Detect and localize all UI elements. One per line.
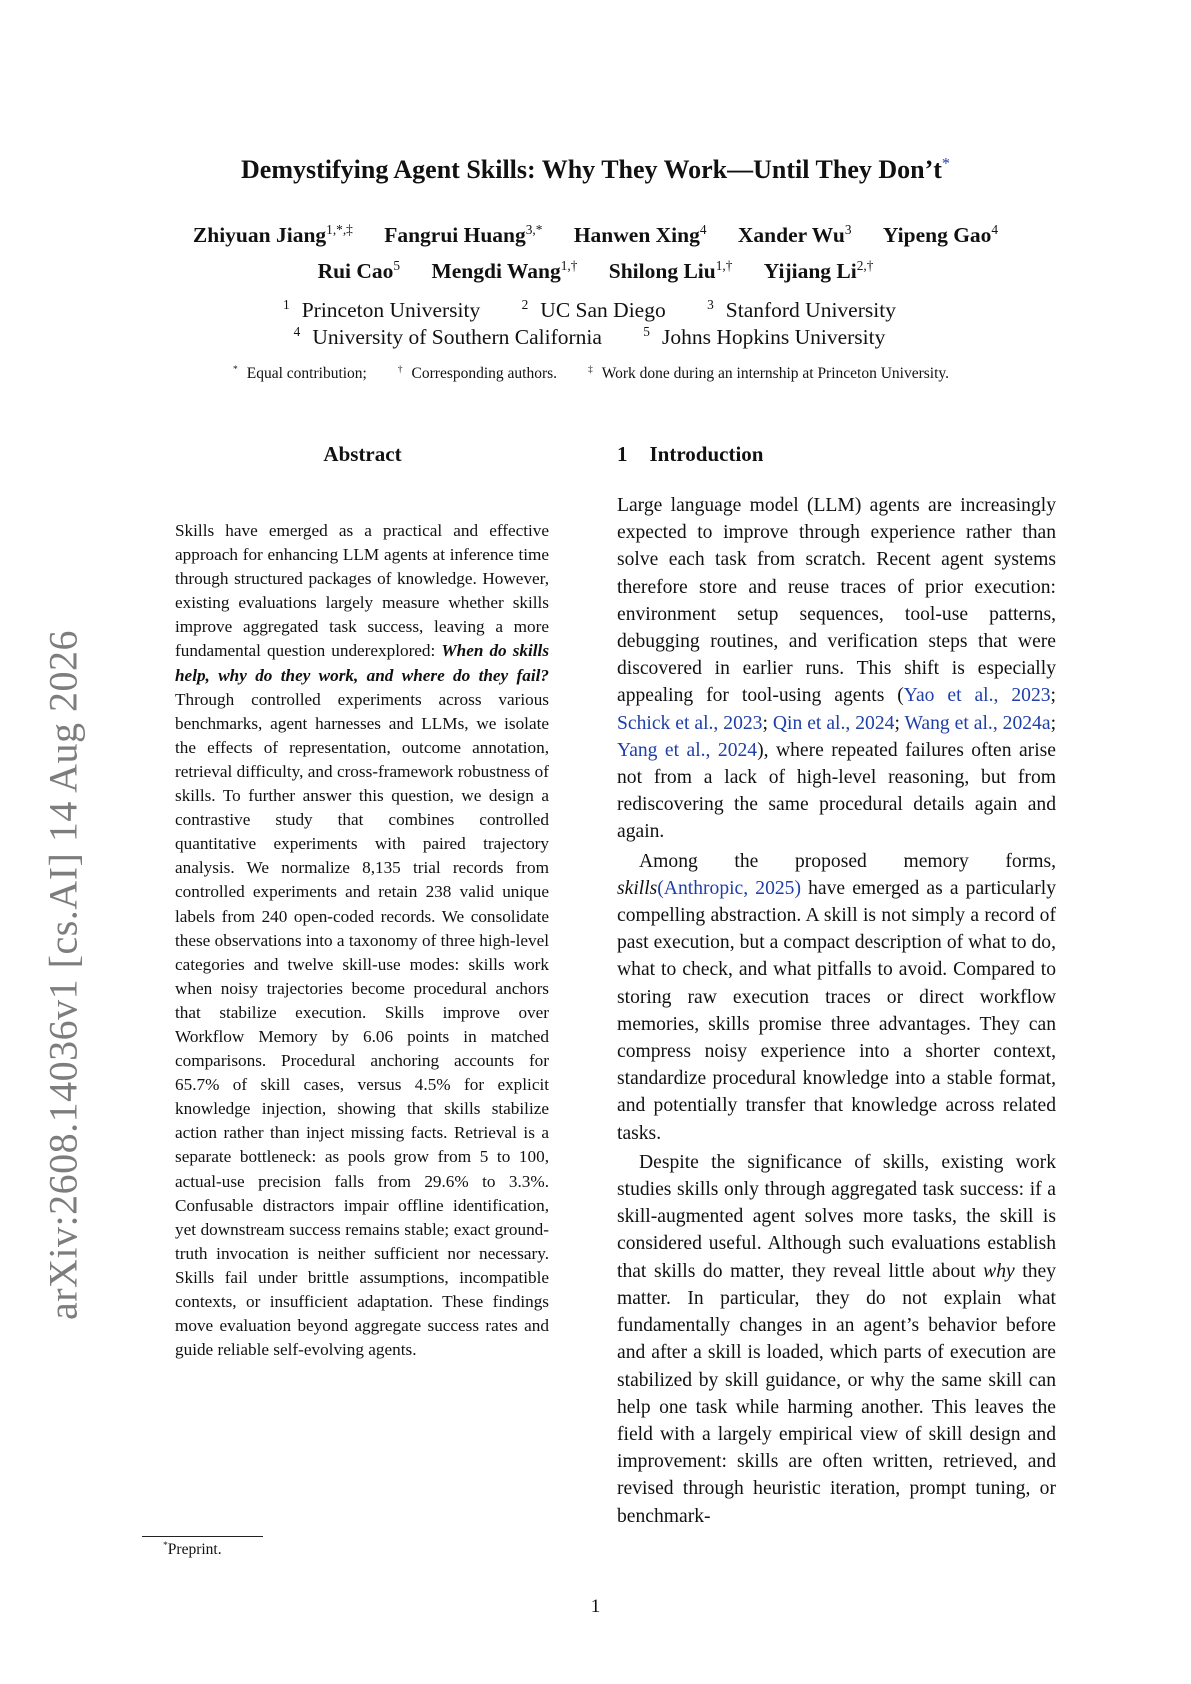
introduction-body <box>617 492 1056 1530</box>
citation-link[interactable]: Yang et al., 2024 <box>617 739 758 761</box>
author: Zhiyuan Jiang$^{1,*,\ddagger}$ <box>192 222 353 247</box>
title-text: Demystifying Agent Skills: Why They Work—Until They Don’t <box>241 155 942 184</box>
affiliation: $^3$ Stanford University <box>707 297 896 322</box>
author: Fangrui Huang$^{3,*}$ <box>384 222 543 247</box>
affiliation: $^2$ UC San Diego <box>521 297 666 322</box>
author: Hanwen Xing$^4$ <box>573 222 707 247</box>
footnote: *Preprint. <box>163 1540 222 1558</box>
author: Yijiang $Li^{2,\dagger}$ <box>763 258 874 283</box>
title-footnote-mark[interactable]: * <box>941 155 950 173</box>
intro-paragraph-1: Large language model (LLM) agents are increasingly expected to improve through experience rather than solve each task from scratch. Recent agent systems therefore store and reuse traces of prior execution: environment setup sequences, tool-use patterns, debugging routines, and verification steps that were discovered in earlier runs. This shift is especially appealing for tool-using agents (Yao et al., 2023; Schick et al., 2023; Qin et al., 2024; Wang et al., 2024a; Yang et al., 2024), where repeated failures often arise not from a lack of high-level reasoning, but from rediscovering the same procedural details again and again. <box>617 495 1057 843</box>
affiliation: $^4$ University of Southern California <box>293 324 602 349</box>
author: Rui Cao$^5$ <box>317 258 401 283</box>
abstract-heading: Abstract <box>323 442 402 466</box>
author-note: † Corresponding authors. <box>397 364 558 382</box>
author-list-row-2 <box>0 257 1191 285</box>
abstract-body: Skills have emerged as a practical and effective approach for enhancing LLM agents at inference time through structured packages of knowledge. However, existing evaluations largely measure whether skills improve aggregated task success, leaving a more fundamental question underexplored: When do skills help, why do they work, and where do they fail? Through controlled experiments across various benchmarks, agent harnesses and LLMs, we isolate the effects of representation, outcome annotation, retrieval difficulty, and cross-framework robustness of skills. To further answer this question, we design a contrastive study that combines controlled quantitative experiments with paired trajectory analysis. We normalize 8,135 trial records from controlled experiments and retain 238 valid unique labels from 240 open-coded records. We consolidate these observations into a taxonomy of three high-level categories and twelve skill-use modes: skills work when noisy trajectories become procedural anchors that stabilize execution. Skills improve over Workflow Memory by 6.06 points in matched comparisons. Procedural anchoring accounts for 65.7% of skill cases, versus 4.5% for explicit knowledge injection, showing that skills stabilize action rather than inject missing facts. Retrieval is a separate bottleneck: as pools grow from 5 to 100, actual-use precision falls from 29.6% to 3.3%. Confusable distractors impair offline identification, yet downstream success remains stable; exact ground-truth invocation is neither sufficient nor necessary. Skills fail under brittle assumptions, incompatible contexts, or insufficient adaptation. These findings move evaluation beyond aggregate success rates and guide reliable self-evolving agents. <box>175 521 550 1360</box>
author-notes <box>0 364 1191 384</box>
citation-link[interactable]: (Anthropic, 2025) <box>657 877 801 899</box>
citation-link[interactable]: Yao et al., 2023 <box>903 685 1051 707</box>
section-number: 1 <box>617 442 628 466</box>
author-list-row-1 <box>0 221 1191 249</box>
citation-link[interactable]: Qin et al., 2024 <box>772 712 895 734</box>
paper-title <box>0 153 1191 187</box>
author: Shilong Liu$^{1,\dagger}$ <box>608 258 733 283</box>
citation-link[interactable]: Wang et al., 2024a <box>904 712 1051 734</box>
section-title: Introduction <box>649 442 764 466</box>
footnote-rule <box>142 1536 263 1537</box>
affiliations-row-1 <box>0 296 1191 324</box>
abstract-research-question: When do skills help, why do they work, and where do they fail? <box>175 641 550 685</box>
intro-paragraph-2: Among the proposed memory forms, skills(Anthropic, 2025) have emerged as a particularly compelling abstraction. A skill is not simply a record of past execution, but a compact description of what to do, what to check, and what pitfalls to avoid. Compared to storing raw execution traces or direct workflow memories, skills promise three advantages. They can compress noisy experience into a shorter context, standardize procedural knowledge into a stable format, and potentially transfer that knowledge across related tasks. <box>617 850 1056 1144</box>
author-note: * Equal contribution; <box>232 364 367 382</box>
affiliation: $^5$ Johns Hopkins University <box>643 324 886 349</box>
author: Xander Wu$^3$ <box>737 222 852 247</box>
author-note: ‡ Work done during an internship at Princeton University. <box>587 364 950 382</box>
author: Yipeng Gao$^4$ <box>882 222 999 247</box>
author: Mengdi Wang$^{1,\dagger}$ <box>431 258 578 283</box>
citation-link[interactable]: Schick et al., 2023 <box>617 712 763 734</box>
section-heading-introduction <box>617 442 763 467</box>
affiliation: $^1$ Princeton University <box>283 297 481 322</box>
affiliations-row-2 <box>0 323 1191 351</box>
intro-paragraph-3: Despite the significance of skills, existing work studies skills only through aggregated task success: if a skill-augmented agent solves more tasks, the skill is considered useful. Although such evaluations establish that skills do matter, they reveal little about why they matter. In particular, they do not explain what fundamentally changes in an agent’s behavior before and after a skill is loaded, which parts of execution are stabilized by skill guidance, or why the same skill can help one task while harming another. This leaves the field with a largely empirical view of skill design and improvement: skills are often written, retrieved, and revised through heuristic iteration, prompt tuning, or benchmark- <box>617 1151 1056 1527</box>
arxiv-identifier-stamp: arXiv:2608.14036v1 [cs.AI] 14 Aug 2026 <box>40 629 86 1321</box>
page-number: 1 <box>590 1596 601 1617</box>
